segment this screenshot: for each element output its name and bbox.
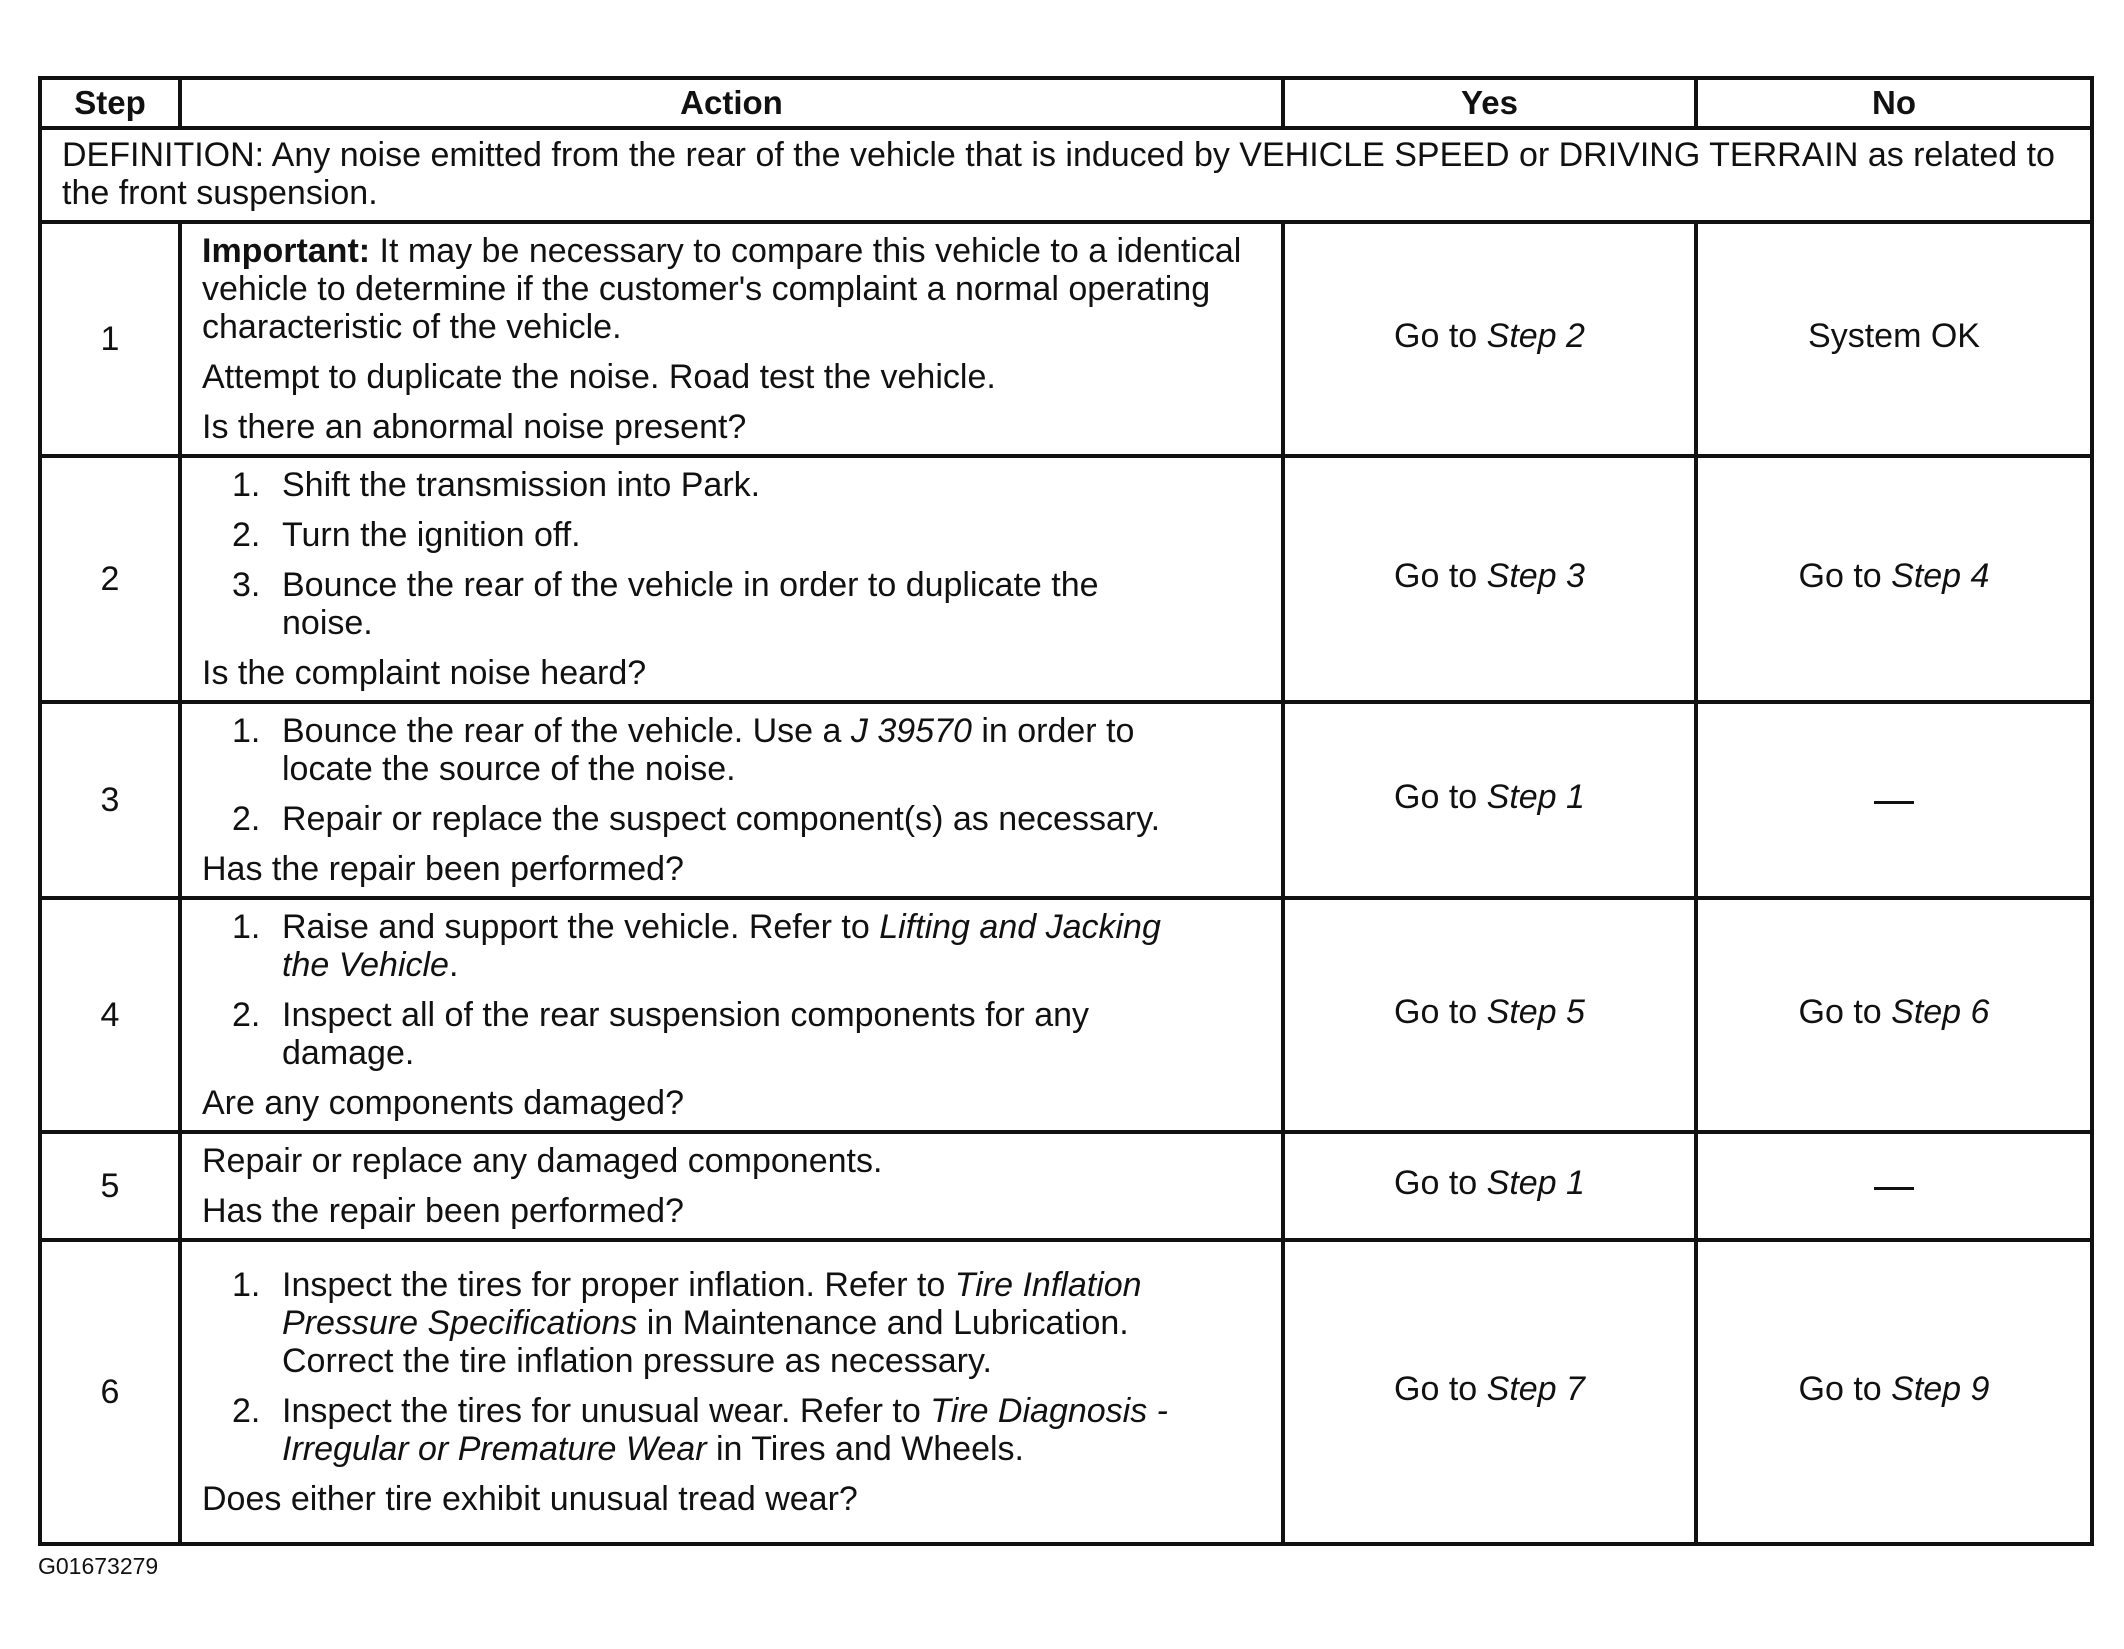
- step-row-3: [40, 702, 2092, 898]
- step-action: [180, 1132, 1283, 1240]
- header-no: No: [1696, 78, 2092, 128]
- yes-step-link[interactable]: 1: [1566, 1164, 1585, 1202]
- yes-step-link[interactable]: 3: [1566, 557, 1585, 595]
- list-item: 1. Bounce the rear of the vehicle. Use a J 39570 in order to locate the source of the noise.: [232, 712, 1135, 788]
- no-result: Go to Step 9: [1696, 1240, 2092, 1544]
- step-question: Is there an abnormal noise present?: [202, 408, 747, 446]
- yes-result: Go to Step 3: [1283, 456, 1696, 702]
- important-note: [202, 232, 1267, 346]
- list-item: 2. Inspect the tires for unusual wear. Refer to Tire Diagnosis - Irregular or Premature Wear in Tires and Wheels.: [232, 1392, 1169, 1468]
- step-number: 4: [40, 898, 180, 1132]
- action-list: [202, 908, 1267, 1072]
- step-row-2: [40, 456, 2092, 702]
- yes-result: Go to Step 7: [1283, 1240, 1696, 1544]
- step-row-1: [40, 222, 2092, 456]
- yes-result: Go to Step 5: [1283, 898, 1696, 1132]
- list-item: 1. Inspect the tires for proper inflation. Refer to Tire Inflation Pressure Specifications in Maintenance and Lubrication. Correct the tire inflation pressure as necessary.: [232, 1266, 1142, 1380]
- no-step-link[interactable]: 4: [1970, 557, 1990, 595]
- diagnostic-table-sheet: [38, 76, 2090, 1546]
- step-row-4: [40, 898, 2092, 1132]
- list-item: 2. Inspect all of the rear suspension components for any damage.: [232, 996, 1090, 1072]
- yes-step-link[interactable]: 7: [1566, 1370, 1585, 1408]
- important-text: It may be necessary to compare this vehicle to a identical vehicle to determine if the customer's complaint a normal operating characteristic of the vehicle.: [202, 232, 1242, 346]
- list-item: 2. Turn the ignition off.: [232, 516, 581, 554]
- no-result: System OK: [1696, 222, 2092, 456]
- definition-row: [40, 128, 2092, 222]
- step-number: 2: [40, 456, 180, 702]
- document-reference[interactable]: Lifting and Jacking the Vehicle: [282, 908, 1161, 984]
- step-action: [180, 898, 1283, 1132]
- step-action: [180, 1240, 1283, 1544]
- step-number: 1: [40, 222, 180, 456]
- step-action: [180, 702, 1283, 898]
- figure-id: G01673279: [38, 1553, 159, 1579]
- action-paragraph: Repair or replace any damaged components.: [202, 1142, 883, 1180]
- no-step-link[interactable]: 9: [1970, 1370, 1990, 1408]
- no-result: Go to Step 4: [1696, 456, 2092, 702]
- step-number: 6: [40, 1240, 180, 1544]
- yes-step-link[interactable]: 2: [1566, 317, 1585, 355]
- list-item: 2. Repair or replace the suspect component(s) as necessary.: [232, 800, 1161, 838]
- step-question: Does either tire exhibit unusual tread wear?: [202, 1480, 858, 1518]
- list-item: 3. Bounce the rear of the vehicle in order to duplicate the noise.: [232, 566, 1099, 642]
- yes-result: [1283, 222, 1696, 456]
- step-question: Is the complaint noise heard?: [202, 654, 647, 692]
- tool-reference: J 39570: [850, 712, 972, 750]
- yes-step-link[interactable]: 5: [1566, 993, 1585, 1031]
- step-number: 5: [40, 1132, 180, 1240]
- no-step-link[interactable]: 6: [1970, 993, 1990, 1031]
- header-action: Action: [180, 78, 1283, 128]
- step-action: [180, 456, 1283, 702]
- no-result: [1696, 1132, 2092, 1240]
- list-item: 1. Shift the transmission into Park.: [232, 466, 761, 504]
- step-word: Step: [1486, 317, 1557, 355]
- step-row-6: [40, 1240, 2092, 1544]
- no-result: Go to Step 6: [1696, 898, 2092, 1132]
- header-step: Step: [40, 78, 180, 128]
- document-reference[interactable]: Tire Inflation Pressure Specifications: [282, 1266, 1142, 1342]
- yes-result: Go to Step 1: [1283, 702, 1696, 898]
- step-number: 3: [40, 702, 180, 898]
- list-item: 1. Raise and support the vehicle. Refer to Lifting and Jacking the Vehicle.: [232, 908, 1161, 984]
- document-reference[interactable]: Tire Diagnosis - Irregular or Premature Wear: [282, 1392, 1169, 1468]
- step-question: Has the repair been performed?: [202, 1192, 684, 1230]
- step-row-5: [40, 1132, 2092, 1240]
- header-row: [40, 78, 2092, 128]
- dash-mark: [1874, 801, 1914, 804]
- no-result: [1696, 702, 2092, 898]
- action-list: [202, 466, 1267, 642]
- step-question: Has the repair been performed?: [202, 850, 684, 888]
- yes-step-link[interactable]: 1: [1566, 778, 1585, 816]
- dash-mark: [1874, 1187, 1914, 1190]
- action-list: [202, 712, 1267, 838]
- header-yes: Yes: [1283, 78, 1696, 128]
- goto-prefix: Go to: [1394, 317, 1478, 355]
- yes-result: Go to Step 1: [1283, 1132, 1696, 1240]
- action-paragraph: Attempt to duplicate the noise. Road test the vehicle.: [202, 358, 996, 396]
- important-label: Important:: [202, 232, 371, 270]
- action-list: [202, 1266, 1267, 1468]
- diagnostic-table: [38, 76, 2094, 1546]
- definition-text: DEFINITION: Any noise emitted from the rear of the vehicle that is induced by VEHICLE SPEED or DRIVING TERRAIN as related to the front suspension.: [40, 128, 2092, 222]
- step-question: Are any components damaged?: [202, 1084, 684, 1122]
- step-action: [180, 222, 1283, 456]
